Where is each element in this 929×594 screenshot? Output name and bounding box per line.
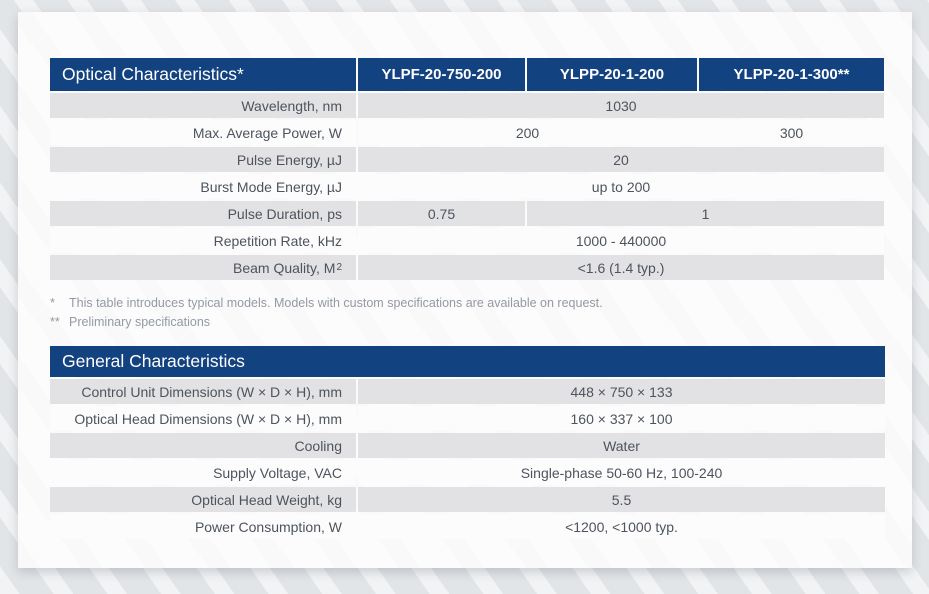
footnotes [50, 294, 885, 332]
column-header-ylpf-20-750-200: YLPF-20-750-200 [358, 58, 525, 91]
spec-value-beam-quality: <1.6 (1.4 typ.) [358, 255, 884, 280]
footnote-marker: * [50, 296, 55, 310]
spec-value-burst-mode-energy: up to 200 [358, 174, 884, 199]
row-label-burst-mode-energy: Burst Mode Energy, µJ [50, 174, 356, 199]
spec-value-control-unit-dimensions: 448 × 750 × 133 [358, 379, 885, 404]
general-table-title: General Characteristics [50, 346, 885, 377]
footnote-marker: ** [50, 315, 60, 329]
row-label-optical-head-dimensions: Optical Head Dimensions (W × D × H), mm [50, 406, 356, 431]
spec-value-supply-voltage: Single-phase 50-60 Hz, 100-240 [358, 460, 885, 485]
row-label-cooling: Cooling [50, 433, 356, 458]
spec-value-cooling: Water [358, 433, 885, 458]
column-header-ylpp-20-1-200: YLPP-20-1-200 [527, 58, 697, 91]
spec-value-max-average-power-1: 200 [358, 120, 697, 145]
row-label-wavelength: Wavelength, nm [50, 93, 356, 118]
spec-value-pulse-energy: 20 [358, 147, 884, 172]
row-label-max-average-power: Max. Average Power, W [50, 120, 356, 145]
row-label-control-unit-dimensions: Control Unit Dimensions (W × D × H), mm [50, 379, 356, 404]
spec-value-optical-head-dimensions: 160 × 337 × 100 [358, 406, 885, 431]
row-label-repetition-rate: Repetition Rate, kHz [50, 228, 356, 253]
row-label-optical-head-weight: Optical Head Weight, kg [50, 487, 356, 512]
spec-value-power-consumption: <1200, <1000 typ. [358, 514, 885, 539]
optical-table [50, 58, 885, 280]
spec-value-optical-head-weight: 5.5 [358, 487, 885, 512]
row-label-pulse-energy: Pulse Energy, µJ [50, 147, 356, 172]
spec-value-pulse-duration-2: 1 [527, 201, 884, 226]
footnote-text: Preliminary specifications [69, 315, 211, 329]
column-header-ylpp-20-1-300: YLPP-20-1-300** [699, 58, 884, 91]
spec-value-wavelength: 1030 [358, 93, 884, 118]
spec-value-repetition-rate: 1000 - 440000 [358, 228, 884, 253]
row-label-pulse-duration: Pulse Duration, ps [50, 201, 356, 226]
row-label-power-consumption: Power Consumption, W [50, 514, 356, 539]
spec-value-max-average-power-2: 300 [699, 120, 884, 145]
beam-quality-label-text: Beam Quality, M [233, 259, 336, 276]
row-label-beam-quality: Beam Quality, M 2 [50, 255, 356, 280]
row-label-supply-voltage: Supply Voltage, VAC [50, 460, 356, 485]
content-card [18, 12, 912, 568]
spec-value-pulse-duration-1: 0.75 [358, 201, 525, 226]
footnote-text: This table introduces typical models. Models with custom specifications are available on request. [69, 296, 603, 310]
optical-table-title: Optical Characteristics* [50, 58, 356, 91]
general-table [50, 346, 885, 539]
footnote-typical-models [50, 294, 885, 313]
footnote-preliminary [50, 313, 885, 332]
spec-sheet [50, 58, 885, 539]
